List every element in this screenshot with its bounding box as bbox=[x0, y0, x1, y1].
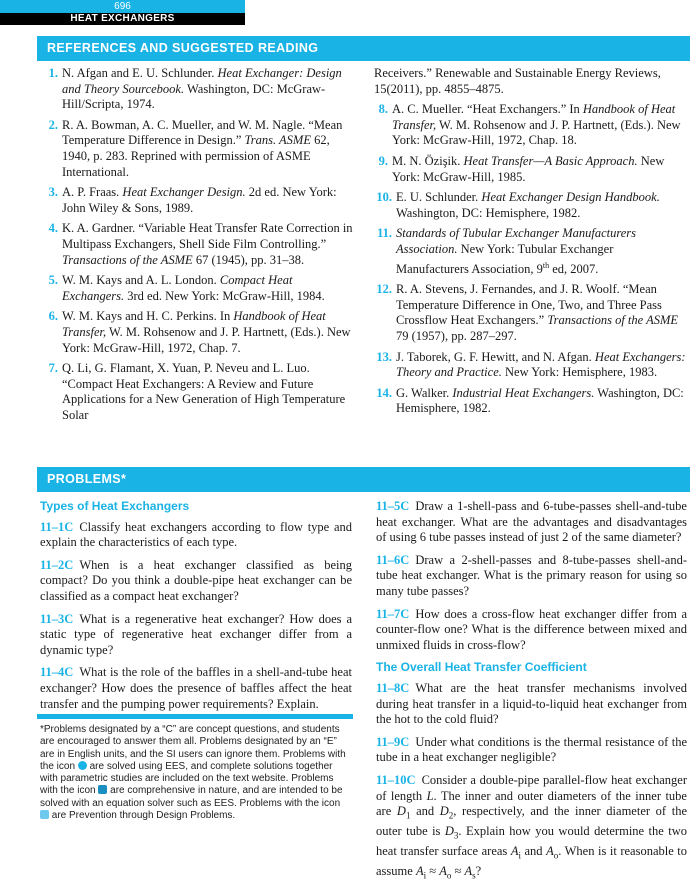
problem-item: 11–9C Under what conditions is the thermal resistance of the tube in a heat exchanger negligible? bbox=[376, 734, 687, 765]
reference-number: 6. bbox=[48, 309, 58, 324]
problems-left-column bbox=[40, 499, 352, 719]
reference-number: 13. bbox=[376, 349, 392, 364]
reference-item: 3. A. P. Fraas. Heat Exchanger Design. 2d ed. New York: John Wiley & Sons, 1989. bbox=[44, 185, 354, 216]
reference-number: 1. bbox=[48, 66, 58, 80]
footnote: *Problems designated by a “C” are concept questions, and students are encouraged to answer them all. Problems designated by an “E” are in English units, and the SI users can ignore them. Problems with the icon are solved using EES, and complete solutions together with parametric studies are included on the text website. Problems with the icon are comprehensive in nature, and are intended to be solved with an equation solver such as EES. Problems with the icon are Prevention through Design Problems. bbox=[40, 724, 346, 822]
problem-item: 11–2C When is a heat exchanger classified as being compact? Do you think a double-pipe heat exchanger can be classified as a compact heat exchanger? bbox=[40, 557, 352, 603]
reference-number: 12. bbox=[376, 282, 392, 297]
reference-number: 3. bbox=[48, 185, 58, 200]
reference-item: 1. N. Afgan and E. U. Schlunder. Heat Exchanger: Design and Theory Sourcebook. Washington, DC: McGraw-Hill/Scripta, 1974. bbox=[44, 66, 354, 113]
problems-banner bbox=[37, 467, 690, 492]
ees-icon bbox=[78, 761, 87, 770]
reference-item: 5. W. M. Kays and A. L. London. Compact Heat Exchangers. 3rd ed. New York: McGraw-Hill, 1984. bbox=[44, 273, 354, 304]
problem-number: 11–7C bbox=[376, 606, 410, 621]
subhead-types: Types of Heat Exchangers bbox=[40, 499, 190, 513]
problem-number: 11–4C bbox=[40, 665, 74, 680]
reference-number: 5. bbox=[48, 273, 58, 288]
reference-item: 10. E. U. Schlunder. Heat Exchanger Design Handbook. Washington, DC: Hemisphere, 1982. bbox=[374, 190, 686, 221]
footnote-rule bbox=[37, 714, 353, 719]
problem-item: 11–7C How does a cross-flow heat exchanger differ from a counter-flow one? What is the difference between mixed and unmixed fluids in cross-flow? bbox=[376, 606, 687, 652]
references-left-column bbox=[44, 66, 354, 428]
page-number: 696 bbox=[114, 1, 131, 12]
problem-item: 11–1C Classify heat exchangers according to flow type and explain the characteristics of each type. bbox=[40, 519, 352, 550]
problem-item: 11–10C Consider a double-pipe parallel-flow heat exchanger of length L. The inner and outer diameters of the inner tube are $D_1$ and $D_2$, respectively, and the inner diameter of the outer tube is $D_3$. Explain how you would determine the two heat transfer surface areas $A_i$ and $A_o$. When is it reasonable to assume $A_i \approx A_o \approx A_s$? bbox=[376, 772, 687, 881]
problem-number: 11–1C bbox=[40, 519, 74, 534]
reference-number: 7. bbox=[48, 361, 58, 376]
problem-item: 11–3C What is a regenerative heat exchanger? How does a static type of regenerative heat exchanger differ from a dynamic type? bbox=[40, 611, 352, 657]
references-right-column bbox=[374, 66, 686, 422]
problem-number: 11–9C bbox=[376, 734, 410, 749]
subhead-overall: The Overall Heat Transfer Coefficient bbox=[376, 660, 587, 675]
reference-item: 2. R. A. Bowman, A. C. Mueller, and W. M. Nagle. “Mean Temperature Difference in Design.” Trans. ASME 62, 1940, p. 283. Reprined with permission of ASME International. bbox=[44, 118, 354, 180]
references-title: REFERENCES AND SUGGESTED READING bbox=[47, 41, 319, 55]
reference-item: 4. K. A. Gardner. “Variable Heat Transfer Rate Correction in Multipass Exchangers, Shell Side Film Controlling.” Transactions of the ASME 67 (1945), pp. 31–38. bbox=[44, 221, 354, 268]
reference-item: 7. Q. Li, G. Flamant, X. Yuan, P. Neveu and L. Luo. “Compact Heat Exchangers: A Review and Future Applications for a New Generation of High Temperature Solar bbox=[44, 361, 354, 423]
reference-number: 2. bbox=[48, 117, 58, 132]
reference-item: Receivers.” Renewable and Sustainable Energy Reviews, 15(2011), pp. 4855–4875. bbox=[374, 66, 661, 96]
problem-number: 11–6C bbox=[376, 552, 410, 567]
reference-item: 12. R. A. Stevens, J. Fernandes, and J. R. Woolf. “Mean Temperature Difference in One, Two, and Three Pass Crossflow Heat Exchangers.” Transactions of the ASME 79 (1957), pp. 287–297. bbox=[374, 282, 686, 344]
references-banner bbox=[37, 36, 690, 61]
reference-item: 13. J. Taborek, G. F. Hewitt, and N. Afgan. Heat Exchangers: Theory and Practice. New York: Hemisphere, 1983. bbox=[374, 350, 686, 381]
problem-number: 11–10C bbox=[376, 772, 416, 787]
problems-title: PROBLEMS* bbox=[47, 472, 127, 486]
reference-item: 14. G. Walker. Industrial Heat Exchangers. Washington, DC: Hemisphere, 1982. bbox=[374, 386, 686, 417]
problem-item: 11–4C What is the role of the baffles in a shell-and-tube heat exchanger? How does the presence of baffles affect the heat transfer and the pumping power requirements? Explain. bbox=[40, 665, 352, 711]
reference-number: 11. bbox=[377, 226, 392, 241]
reference-number: 4. bbox=[48, 221, 58, 236]
reference-number: 8. bbox=[378, 102, 388, 117]
problem-number: 11–5C bbox=[376, 499, 410, 513]
reference-number: 10. bbox=[376, 190, 392, 205]
problems-right-column bbox=[376, 499, 687, 891]
reference-item: 6. W. M. Kays and H. C. Perkins. In Handbook of Heat Transfer, W. M. Rohsenow and J. P. Hartnett, (Eds.). New York: McGraw-Hill, 1972, Chap. 7. bbox=[44, 309, 354, 356]
reference-item: 11. Standards of Tubular Exchanger Manufacturers Association. New York: Tubular Exchanger Manufacturers Association, 9th ed, 2007. bbox=[374, 226, 686, 277]
problem-item: 11–6C Draw a 2-shell-passes and 8-tube-passes shell-and-tube heat exchanger. What is the primary reason for using so many tube passes? bbox=[376, 552, 687, 598]
reference-number: 14. bbox=[376, 385, 392, 400]
problem-item: 11–8C What are the heat transfer mechanisms involved during heat transfer in a liquid-to-liquid heat exchanger from the hot to the cold fluid? bbox=[376, 680, 687, 727]
reference-item: 9. M. N. Özişik. Heat Transfer—A Basic Approach. New York: McGraw-Hill, 1985. bbox=[374, 154, 686, 185]
reference-text: New York: Tubular Exchanger Manufacturers Association, 9th ed, 2007. bbox=[396, 241, 614, 276]
problem-number: 11–2C bbox=[40, 557, 74, 572]
reference-item: 8. A. C. Mueller. “Heat Exchangers.” In Handbook of Heat Transfer, W. M. Rohsenow and J. P. Hartnett, (Eds.). New York: McGraw-Hill, 1972, Chap. 18. bbox=[374, 102, 686, 149]
running-title: HEAT EXCHANGERS bbox=[0, 13, 245, 25]
problem-item: 11–5C Draw a 1-shell-pass and 6-tube-passes shell-and-tube heat exchanger. What are the advantages and disadvantages of using 6 tube passes instead of just 2 of the same diameter? bbox=[376, 499, 687, 545]
problem-number: 11–8C bbox=[376, 680, 410, 695]
problem-number: 11–3C bbox=[40, 611, 74, 626]
reference-number: 9. bbox=[378, 153, 388, 168]
prevention-design-icon bbox=[40, 810, 49, 819]
